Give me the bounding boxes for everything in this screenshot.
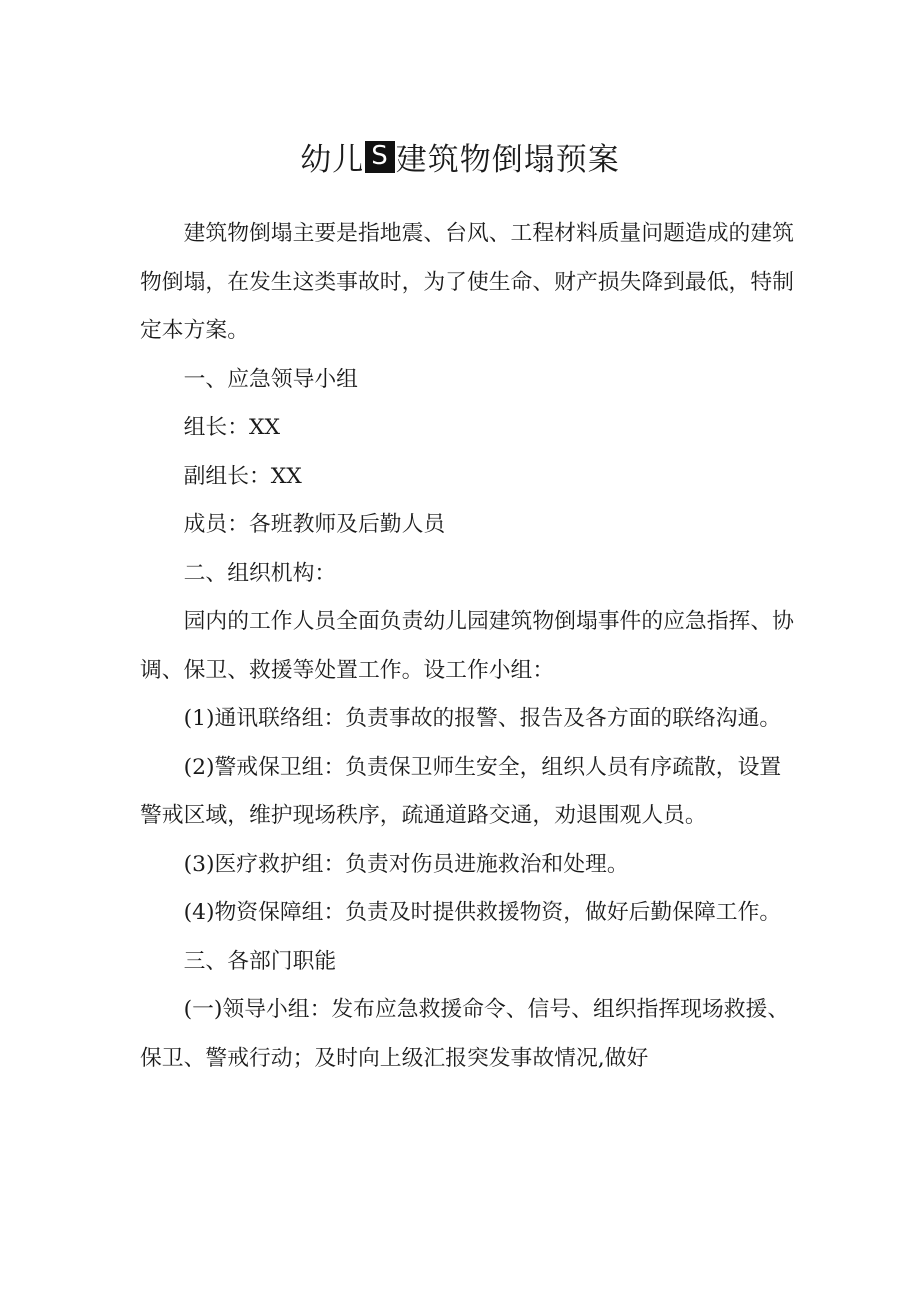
paragraph-group-leader: 组长：XX (183, 415, 281, 440)
document-body (140, 210, 800, 1083)
heading-leadership-group: 一、应急领导小组 (183, 366, 358, 392)
heading-department-functions: 三、各部门职能 (183, 948, 337, 974)
paragraph-leadership-duties: (一)领导小组：发布应急救援命令、信号、组织指挥现场救援、保卫、警戒行动；及时向上级汇报突发事故情况,做好 (140, 997, 790, 1071)
heading-organization: 二、组织机构： (183, 560, 337, 586)
paragraph-medical-group: (3)医疗救护组：负责对伤员进施救治和处理。 (183, 851, 629, 877)
document-title (0, 134, 920, 186)
title-redaction-mark: S (365, 141, 395, 173)
paragraph-communication-group: (1)通讯联络组：负责事故的报警、报告及各方面的联络沟通。 (183, 706, 782, 731)
paragraph-organization: 园内的工作人员全面负责幼儿园建筑物倒塌事件的应急指挥、协调、保卫、救援等处置工作。设工作小组： (140, 609, 794, 683)
paragraph-security-group: (2)警戒保卫组：负责保卫师生安全，组织人员有序疏散，设置警戒区域，维护现场秩序，疏通道路交通，劝退围观人员。 (140, 754, 782, 828)
title-suffix: 建筑物倒塌预案 (395, 142, 620, 178)
paragraph-supplies-group: (4)物资保障组：负责及时提供救援物资，做好后勤保障工作。 (183, 900, 782, 925)
paragraph-deputy-leader: 副组长：XX (183, 463, 302, 489)
paragraph-intro: 建筑物倒塌主要是指地震、台风、工程材料质量问题造成的建筑物倒塌，在发生这类事故时，为了使生命、财产损失降到最低，特制定本方案。 (140, 221, 794, 343)
paragraph-members: 成员：各班教师及后勤人员 (183, 512, 446, 537)
title-prefix: 幼儿 (300, 142, 365, 178)
